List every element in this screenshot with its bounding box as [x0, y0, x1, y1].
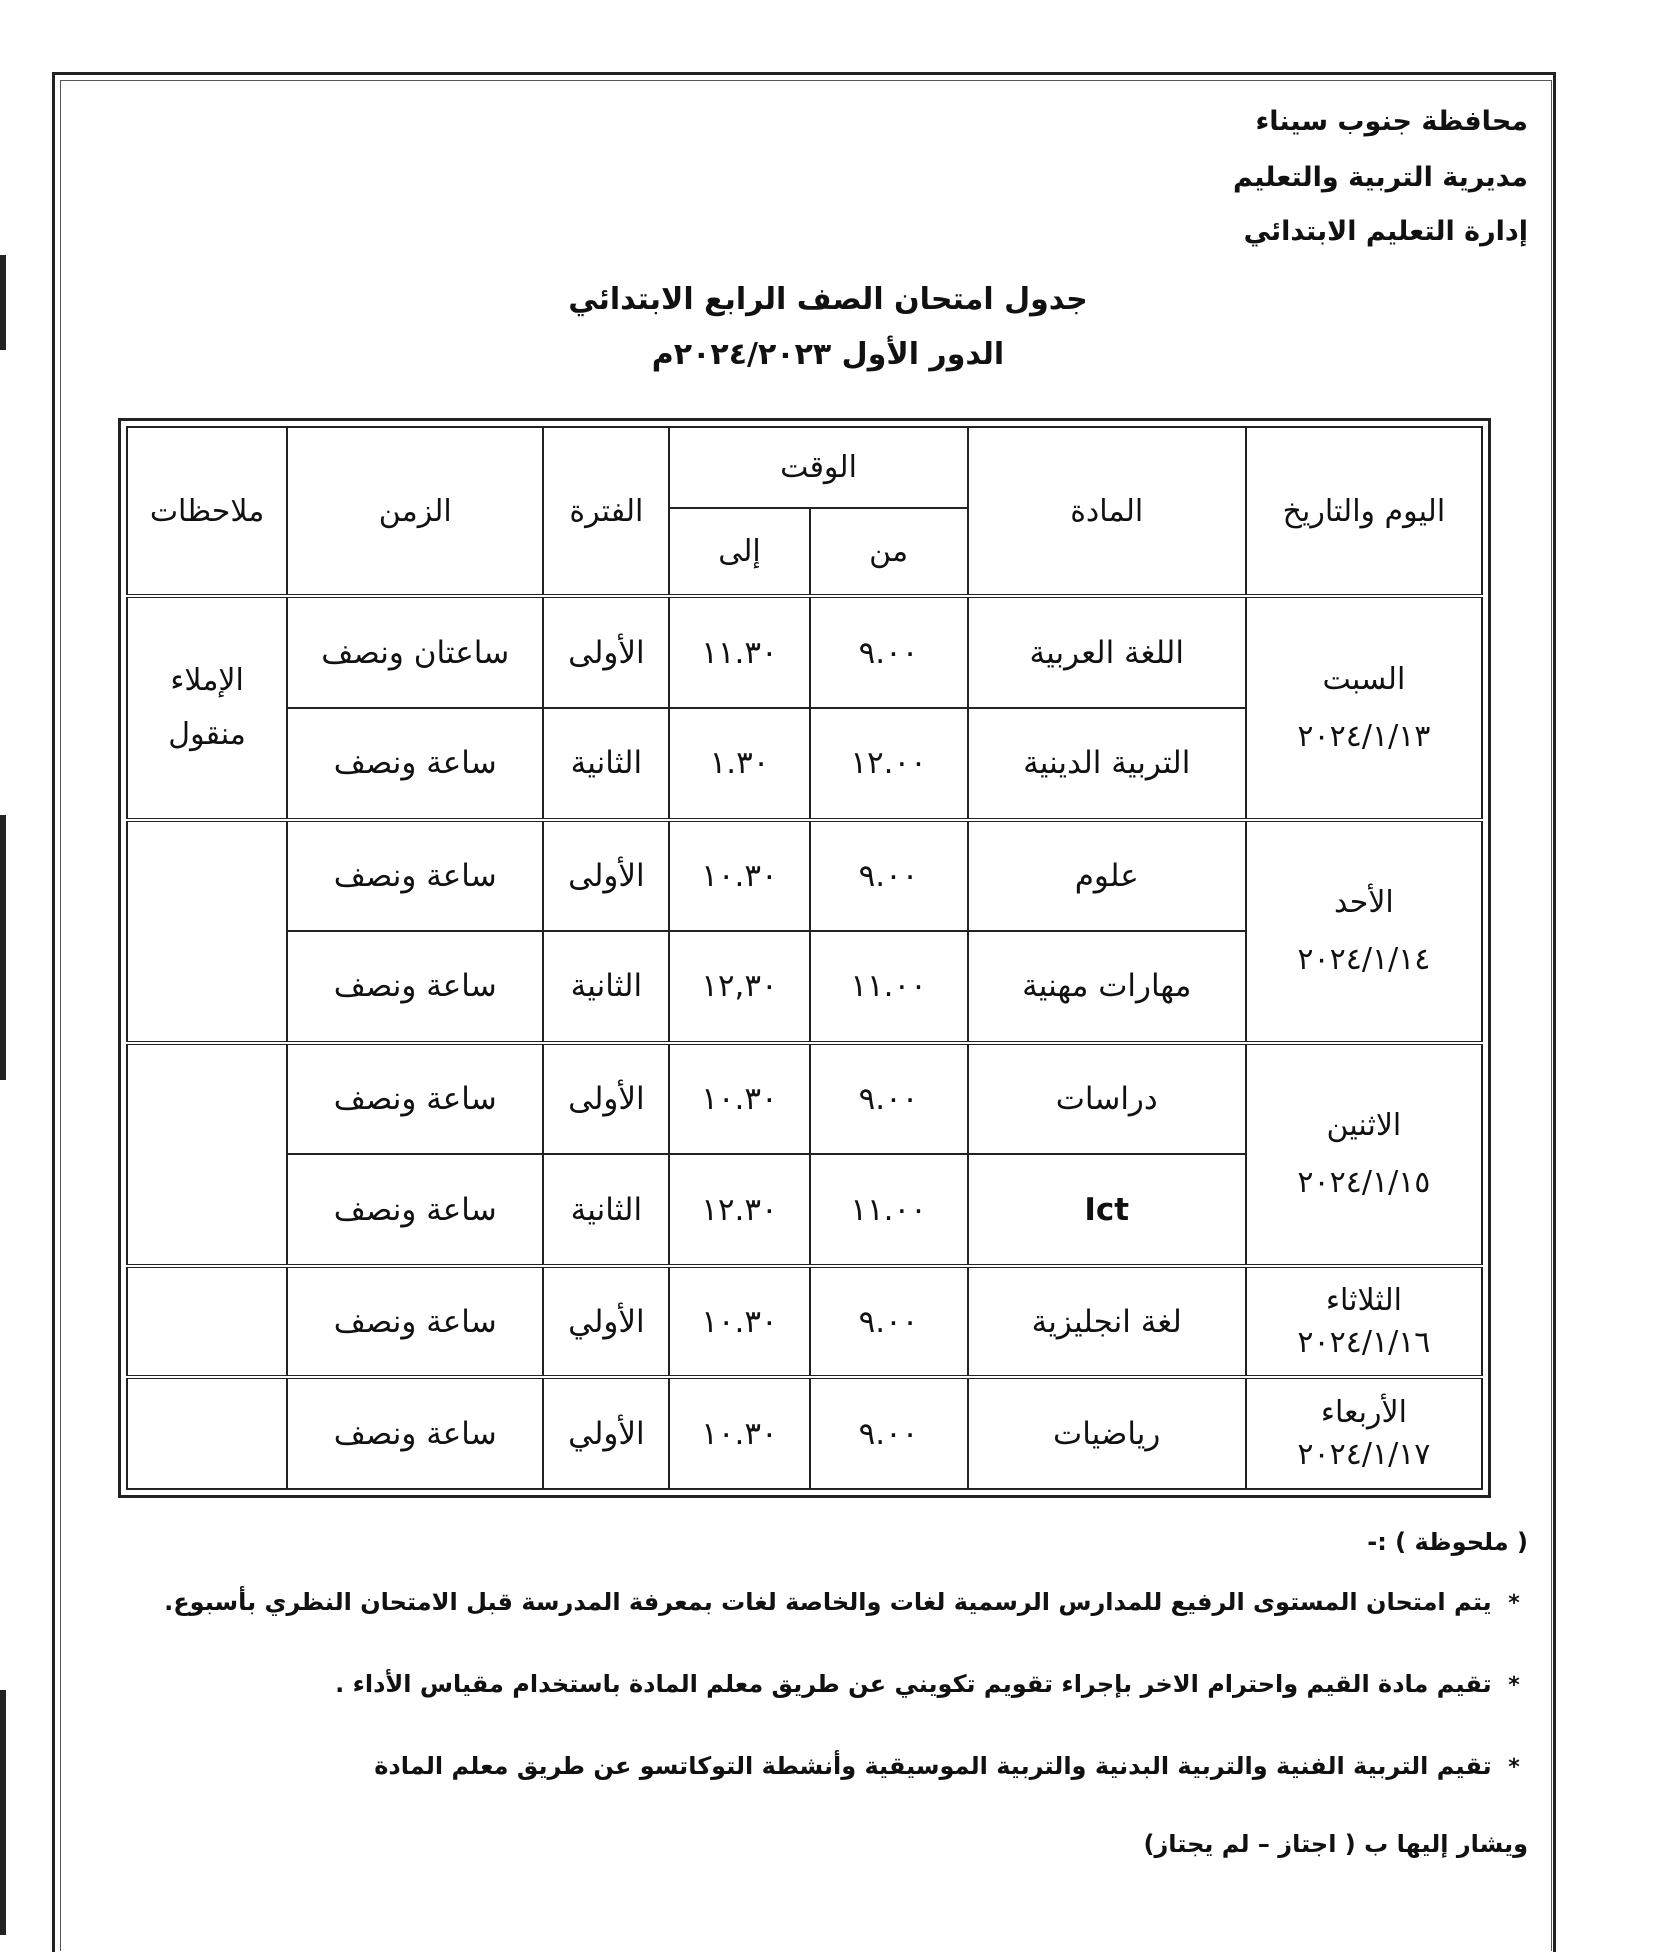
- notes-cell: [127, 1377, 287, 1489]
- duration-cell: ساعة ونصف: [287, 1043, 543, 1155]
- duration-cell: ساعة ونصف: [287, 1377, 543, 1489]
- duration-cell: ساعة ونصف: [287, 708, 543, 820]
- from-cell: ٩.٠٠: [810, 1377, 968, 1489]
- bullet-icon: *: [1508, 1673, 1520, 1698]
- bullet-icon: *: [1508, 1755, 1520, 1780]
- bullet-icon: *: [1508, 1591, 1520, 1616]
- period-cell: الأولى: [543, 1043, 669, 1155]
- note-text: تقيم التربية الفنية والتربية البدنية والتربية الموسيقية وأنشطة التوكاتسو عن طريق معلم المادة: [374, 1752, 1492, 1780]
- duration-cell: ساعة ونصف: [287, 1266, 543, 1378]
- header-day-date: اليوم والتاريخ: [1246, 427, 1482, 596]
- scan-mark: [0, 1690, 6, 1935]
- exam-date: ٢٠٢٤/١/١٧: [1297, 1436, 1431, 1472]
- period-cell: الثانية: [543, 931, 669, 1043]
- header-administration: إدارة التعليم الابتدائي: [1243, 216, 1528, 247]
- schedule-subtitle: الدور الأول ٢٠٢٤/٢٠٢٣م: [651, 337, 1005, 372]
- table-row: [127, 820, 1482, 932]
- header-time: الوقت: [669, 427, 967, 508]
- from-cell: ٩.٠٠: [810, 820, 968, 932]
- note-text: تقيم مادة القيم واحترام الاخر بإجراء تقويم تكويني عن طريق معلم المادة باستخدام مقياس الأداء .: [335, 1670, 1492, 1698]
- header-from: من: [810, 508, 968, 597]
- note-item: [164, 1588, 1528, 1616]
- duration-cell: ساعة ونصف: [287, 1154, 543, 1266]
- period-cell: الأولى: [543, 596, 669, 708]
- note-text: يتم امتحان المستوى الرفيع للمدارس الرسمية لغات والخاصة لغات بمعرفة المدرسة قبل الامتحان النظري بأسبوع.: [164, 1588, 1492, 1616]
- notes-cell: [127, 1043, 287, 1266]
- duration-cell: ساعة ونصف: [287, 931, 543, 1043]
- note-item: [374, 1752, 1528, 1780]
- day-name: الأربعاء: [1320, 1394, 1407, 1430]
- schedule-title: جدول امتحان الصف الرابع الابتدائي: [568, 282, 1088, 317]
- table-row: [127, 1266, 1482, 1378]
- day-name: الثلاثاء: [1325, 1282, 1402, 1318]
- from-cell: ٩.٠٠: [810, 596, 968, 708]
- note-last-line: ويشار إليها ب ( اجتاز – لم يجتاز): [1143, 1830, 1528, 1858]
- notes-cell: الإملاء منقول: [127, 596, 287, 819]
- from-cell: ١٢.٠٠: [810, 708, 968, 820]
- duration-cell: ساعتان ونصف: [287, 596, 543, 708]
- day-name: الأحد: [1334, 885, 1394, 921]
- day-date-cell: [1246, 596, 1482, 819]
- day-date-cell: [1246, 1266, 1482, 1378]
- to-cell: ١٠.٣٠: [669, 1266, 809, 1378]
- header-governorate: محافظة جنوب سيناء: [1255, 106, 1528, 137]
- exam-date: ٢٠٢٤/١/١٤: [1297, 942, 1431, 978]
- period-cell: الأولى: [543, 820, 669, 932]
- period-cell: الأولي: [543, 1266, 669, 1378]
- exam-schedule-table: [118, 418, 1491, 1498]
- header-subject: المادة: [968, 427, 1246, 596]
- day-name: الاثنين: [1326, 1108, 1402, 1144]
- from-cell: ٩.٠٠: [810, 1266, 968, 1378]
- exam-date: ٢٠٢٤/١/١٣: [1297, 718, 1431, 754]
- table-row: [127, 1043, 1482, 1155]
- period-cell: الأولي: [543, 1377, 669, 1489]
- from-cell: ١١.٠٠: [810, 931, 968, 1043]
- exam-date: ٢٠٢٤/١/١٦: [1297, 1324, 1431, 1360]
- note-item: [335, 1670, 1528, 1698]
- header-directorate: مديرية التربية والتعليم: [1233, 162, 1528, 193]
- day-name: السبت: [1322, 661, 1406, 697]
- day-date-cell: [1246, 1043, 1482, 1266]
- from-cell: ١١.٠٠: [810, 1154, 968, 1266]
- to-cell: ١٠.٣٠: [669, 1043, 809, 1155]
- subject-cell: Ict: [968, 1154, 1246, 1266]
- subject-cell: رياضيات: [968, 1377, 1246, 1489]
- notes-section: [108, 1520, 1528, 1920]
- notes-cell: [127, 820, 287, 1043]
- table-row: [127, 596, 1482, 708]
- subject-cell: لغة انجليزية: [968, 1266, 1246, 1378]
- to-cell: ١٠.٣٠: [669, 1377, 809, 1489]
- to-cell: ١٢.٣٠: [669, 1154, 809, 1266]
- to-cell: ١.٣٠: [669, 708, 809, 820]
- to-cell: ١١.٣٠: [669, 596, 809, 708]
- header-duration: الزمن: [287, 427, 543, 596]
- subject-cell: مهارات مهنية: [968, 931, 1246, 1043]
- header-period: الفترة: [543, 427, 669, 596]
- period-cell: الثانية: [543, 1154, 669, 1266]
- scan-mark: [0, 815, 6, 1080]
- to-cell: ١٢,٣٠: [669, 931, 809, 1043]
- exam-date: ٢٠٢٤/١/١٥: [1297, 1165, 1431, 1201]
- to-cell: ١٠.٣٠: [669, 820, 809, 932]
- period-cell: الثانية: [543, 708, 669, 820]
- subject-cell: اللغة العربية: [968, 596, 1246, 708]
- notes-heading: ( ملحوظة ) :-: [1367, 1528, 1528, 1556]
- subject-cell: التربية الدينية: [968, 708, 1246, 820]
- header-notes: ملاحظات: [127, 427, 287, 596]
- from-cell: ٩.٠٠: [810, 1043, 968, 1155]
- notes-cell: [127, 1266, 287, 1378]
- subject-cell: دراسات: [968, 1043, 1246, 1155]
- subject-cell: علوم: [968, 820, 1246, 932]
- header-to: إلى: [669, 508, 809, 597]
- table-row: [127, 1377, 1482, 1489]
- day-date-cell: [1246, 1377, 1482, 1489]
- day-date-cell: [1246, 820, 1482, 1043]
- duration-cell: ساعة ونصف: [287, 820, 543, 932]
